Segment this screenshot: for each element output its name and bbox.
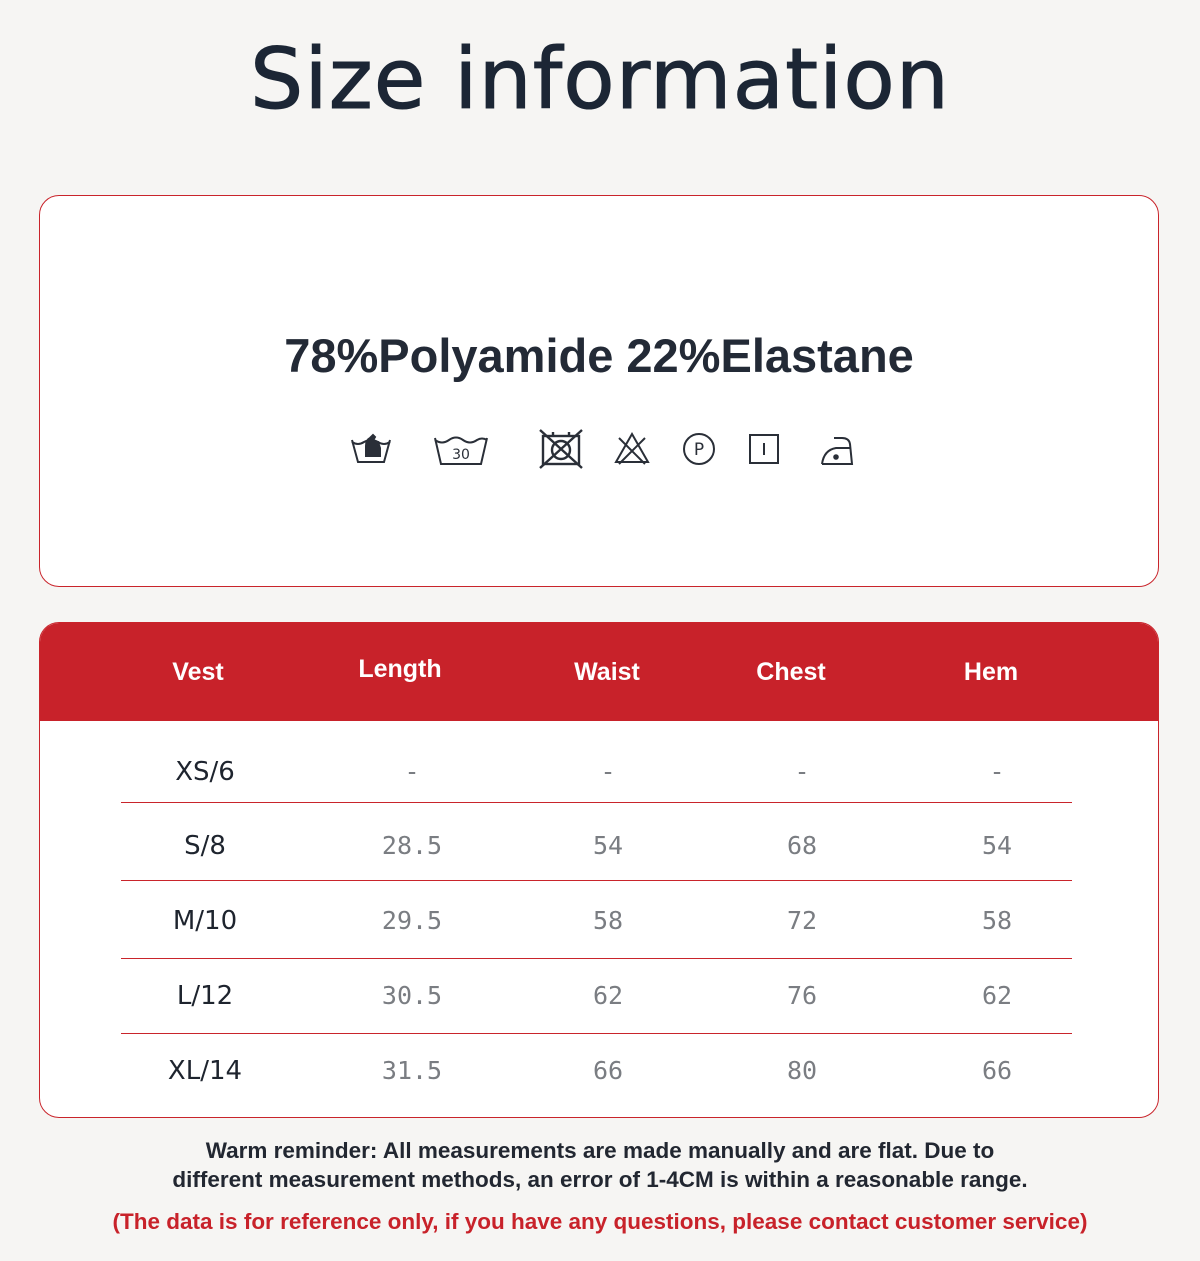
material-card [39,195,1159,587]
table-row [40,958,1158,1034]
length-value: 31.5 [381,1056,443,1085]
size-label: XS/6 [175,757,235,787]
hand-wash-icon [346,424,396,474]
waist-value: 62 [592,981,624,1010]
size-label: M/10 [172,906,238,936]
do-not-tumble-dry-icon [536,424,586,474]
header-vest: Vest [172,658,224,686]
svg-text:30: 30 [452,447,470,463]
size-label: L/12 [176,981,234,1011]
length-value: 30.5 [381,981,443,1010]
row-divider [121,880,1072,881]
table-row [40,808,1158,884]
hem-value: 54 [981,831,1013,860]
size-table [39,622,1159,1118]
do-not-bleach-icon [607,424,657,474]
hem-value: - [989,757,1005,786]
line-dry-icon [739,424,789,474]
table-row [40,883,1158,959]
size-label: XL/14 [167,1056,243,1086]
chest-value: 68 [786,831,818,860]
waist-value: 58 [592,906,624,935]
size-label: S/8 [184,831,226,861]
reference-notice: (The data is for reference only, if you have any questions, please contact customer service) [112,1209,1088,1234]
warm-reminder-line-1: Warm reminder: All measurements are made manually and are flat. Due to [205,1138,995,1163]
professional-dry-clean-p-icon [674,424,724,474]
header-chest: Chest [756,658,826,686]
chest-value: 72 [786,906,818,935]
iron-low-heat-icon [812,424,862,474]
row-divider [121,802,1072,803]
page-title: Size information [250,30,950,128]
wash-30-icon [431,424,491,474]
header-waist: Waist [574,658,640,686]
waist-value: 66 [592,1056,624,1085]
hem-value: 66 [981,1056,1013,1085]
hem-value: 62 [981,981,1013,1010]
warm-reminder-line-2: different measurement methods, an error of 1-4CM is within a reasonable range. [172,1167,1028,1192]
length-value: - [404,757,420,786]
hem-value: 58 [981,906,1013,935]
waist-value: 54 [592,831,624,860]
material-composition: 78%Polyamide 22%Elastane [284,329,914,382]
header-length: Length [358,655,442,683]
chest-value: 80 [786,1056,818,1085]
length-value: 29.5 [381,906,443,935]
chest-value: 76 [786,981,818,1010]
header-hem: Hem [963,658,1019,686]
table-row [40,734,1158,810]
length-value: 28.5 [381,831,443,860]
chest-value: - [794,757,810,786]
waist-value: - [600,757,616,786]
warm-reminder [0,1136,1200,1194]
care-icons-row [40,424,1158,474]
size-table-header [40,623,1158,721]
svg-text:P: P [693,440,705,460]
table-row [40,1033,1158,1109]
